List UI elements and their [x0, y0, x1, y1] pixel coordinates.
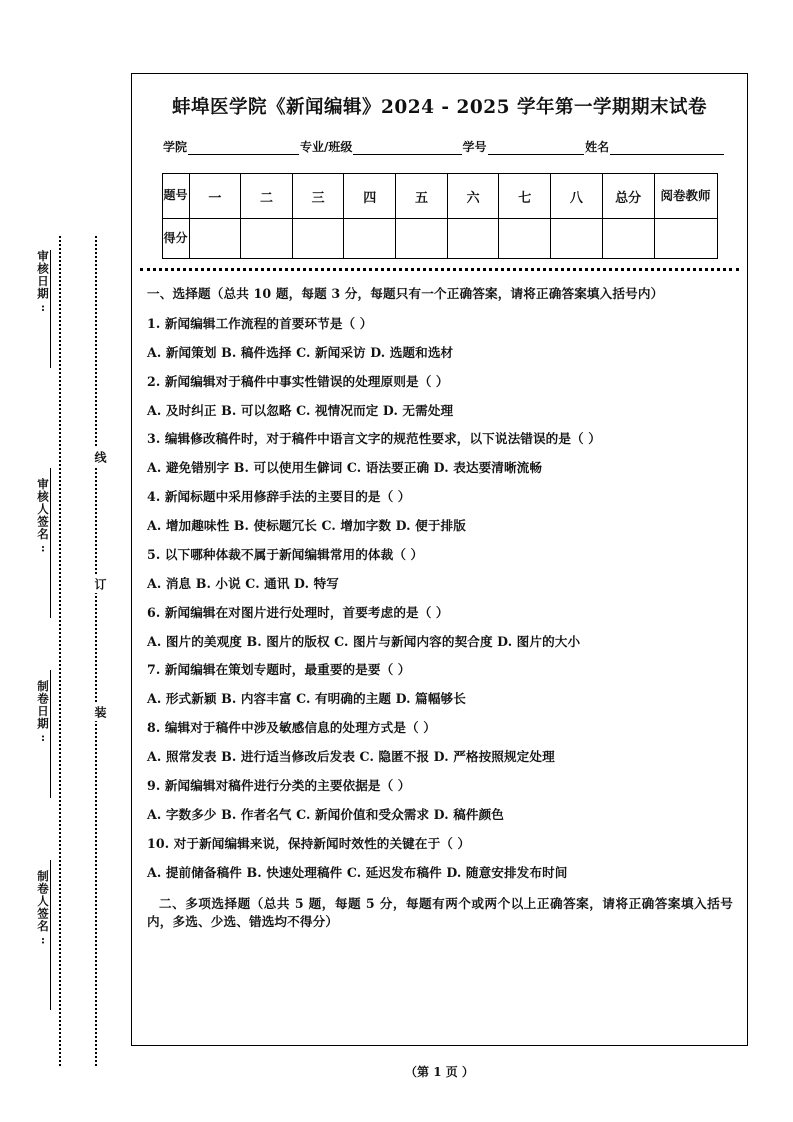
question-10-text: 10. 对于新闻编辑来说，保持新闻时效性的关键在于（ ） [147, 835, 471, 851]
question-7-options[interactable]: A. 形式新颖 B. 内容丰富 C. 有明确的主题 D. 篇幅够长 [147, 691, 466, 707]
section-2-heading: 二、多项选择题（总共 5 题，每题 5 分，每题有两个或两个以上正确答案，请将正确答案填入括号内，多选、少选、错选均不得分） [147, 896, 733, 930]
score-col-total: 总分 [602, 174, 654, 219]
score-col-6: 六 [447, 174, 499, 219]
table-row-scores [162, 219, 717, 259]
score-col-8: 八 [551, 174, 603, 219]
score-table [162, 173, 718, 259]
question-4-options[interactable]: A. 增加趣味性 B. 使标题冗长 C. 增加字数 D. 便于排版 [147, 518, 466, 533]
score-col-5: 五 [396, 174, 448, 219]
section-1-heading: 一、选择题（总共 10 题，每题 3 分，每题只有一个正确答案，请将正确答案填入括号内） [147, 286, 664, 301]
margin-rule-3 [50, 670, 51, 798]
binding-mark-xian: 线 [86, 448, 106, 466]
field-blank-college[interactable] [188, 142, 299, 155]
question-6-text: 6. 新闻编辑在对图片进行处理时，首要考虑的是（ ） [147, 604, 449, 620]
score-cell-7[interactable] [499, 219, 551, 259]
field-label-major-class: 专业/班级 [300, 140, 353, 154]
score-col-grader: 阅卷教师 [654, 174, 717, 219]
question-7-text: 7. 新闻编辑在策划专题时，最重要的是要（ ） [147, 662, 411, 678]
score-col-3: 三 [292, 174, 344, 219]
question-4-text: 4. 新闻标题中采用修辞手法的主要目的是（ ） [147, 489, 411, 505]
field-blank-student-id[interactable] [488, 142, 585, 155]
page-footer: （第 1 页 ） [405, 1065, 474, 1079]
section-dotted-divider [140, 268, 739, 271]
field-blank-name[interactable] [610, 142, 724, 155]
binding-dotted-line-inner [95, 236, 97, 1066]
margin-label-strip [22, 250, 56, 1050]
margin-label-paper-date: 制卷日期: [36, 680, 50, 745]
field-blank-major-class[interactable] [353, 142, 461, 155]
binding-mark-zhuang: 装 [86, 703, 106, 721]
question-9-options[interactable]: A. 字数多少 B. 作者名气 C. 新闻价值和受众需求 D. 稿件颜色 [147, 806, 504, 822]
question-5-text: 5. 以下哪种体裁不属于新闻编辑常用的体裁（ ） [147, 546, 424, 562]
page-title: 蚌埠医学院《新闻编辑》2024 - 2025 学年第一学期期末试卷 [172, 97, 707, 118]
score-cell-3[interactable] [292, 219, 344, 259]
margin-rule-2 [50, 468, 51, 618]
question-3-text: 3. 编辑修改稿件时，对于稿件中语言文字的规范性要求，以下说法错误的是（ ） [147, 431, 601, 447]
score-cell-6[interactable] [447, 219, 499, 259]
margin-label-paper-maker-signature: 制卷人签名: [36, 870, 50, 948]
question-2-options[interactable]: A. 及时纠正 B. 可以忽略 C. 视情况而定 D. 无需处理 [147, 402, 454, 418]
question-2-text: 2. 新闻编辑对于稿件中事实性错误的处理原则是（ ） [147, 373, 449, 389]
question-1-options[interactable]: A. 新闻策划 B. 稿件选择 C. 新闻采访 D. 选题和选材 [147, 344, 454, 360]
question-8-text: 8. 编辑对于稿件中涉及敏感信息的处理方式是（ ） [147, 720, 436, 736]
score-cell-4[interactable] [344, 219, 396, 259]
margin-rule-4 [50, 860, 51, 1010]
margin-label-review-date: 审核日期: [36, 250, 50, 315]
score-cell-5[interactable] [396, 219, 448, 259]
question-6-options[interactable]: A. 图片的美观度 B. 图片的版权 C. 图片与新闻内容的契合度 D. 图片的大小 [147, 633, 581, 649]
field-label-name: 姓名 [585, 140, 610, 154]
score-cell-grader[interactable] [654, 219, 717, 259]
question-5-options[interactable]: A. 消息 B. 小说 C. 通讯 D. 特写 [147, 575, 339, 591]
exam-paper-frame [131, 73, 748, 1046]
field-label-college: 学院 [163, 140, 188, 154]
score-cell-2[interactable] [241, 219, 293, 259]
score-col-7: 七 [499, 174, 551, 219]
question-10-options[interactable]: A. 提前储备稿件 B. 快速处理稿件 C. 延迟发布稿件 D. 随意安排发布时间 [147, 864, 568, 880]
field-label-student-id: 学号 [462, 140, 487, 154]
question-3-options[interactable]: A. 避免错别字 B. 可以使用生僻词 C. 语法要正确 D. 表达要清晰流畅 [147, 460, 543, 476]
row-header-question-number: 题号 [162, 174, 189, 219]
margin-rule-1 [50, 250, 51, 368]
score-col-2: 二 [241, 174, 293, 219]
score-cell-total[interactable] [602, 219, 654, 259]
student-identity-line [163, 138, 725, 155]
score-cell-8[interactable] [551, 219, 603, 259]
row-header-score: 得分 [162, 219, 189, 259]
exam-body [147, 285, 733, 931]
score-col-4: 四 [344, 174, 396, 219]
score-cell-1[interactable] [189, 219, 241, 259]
score-col-1: 一 [189, 174, 241, 219]
table-row-question-numbers [162, 174, 717, 219]
question-9-text: 9. 新闻编辑对稿件进行分类的主要依据是（ ） [147, 777, 411, 793]
binding-mark-ding: 订 [86, 575, 106, 593]
margin-label-reviewer-signature: 审核人签名: [36, 478, 50, 556]
question-1-text: 1. 新闻编辑工作流程的首要环节是（ ） [147, 315, 373, 331]
binding-dotted-line-outer [59, 236, 61, 1066]
question-8-options[interactable]: A. 照常发表 B. 进行适当修改后发表 C. 隐匿不报 D. 严格按照规定处理 [147, 749, 555, 764]
